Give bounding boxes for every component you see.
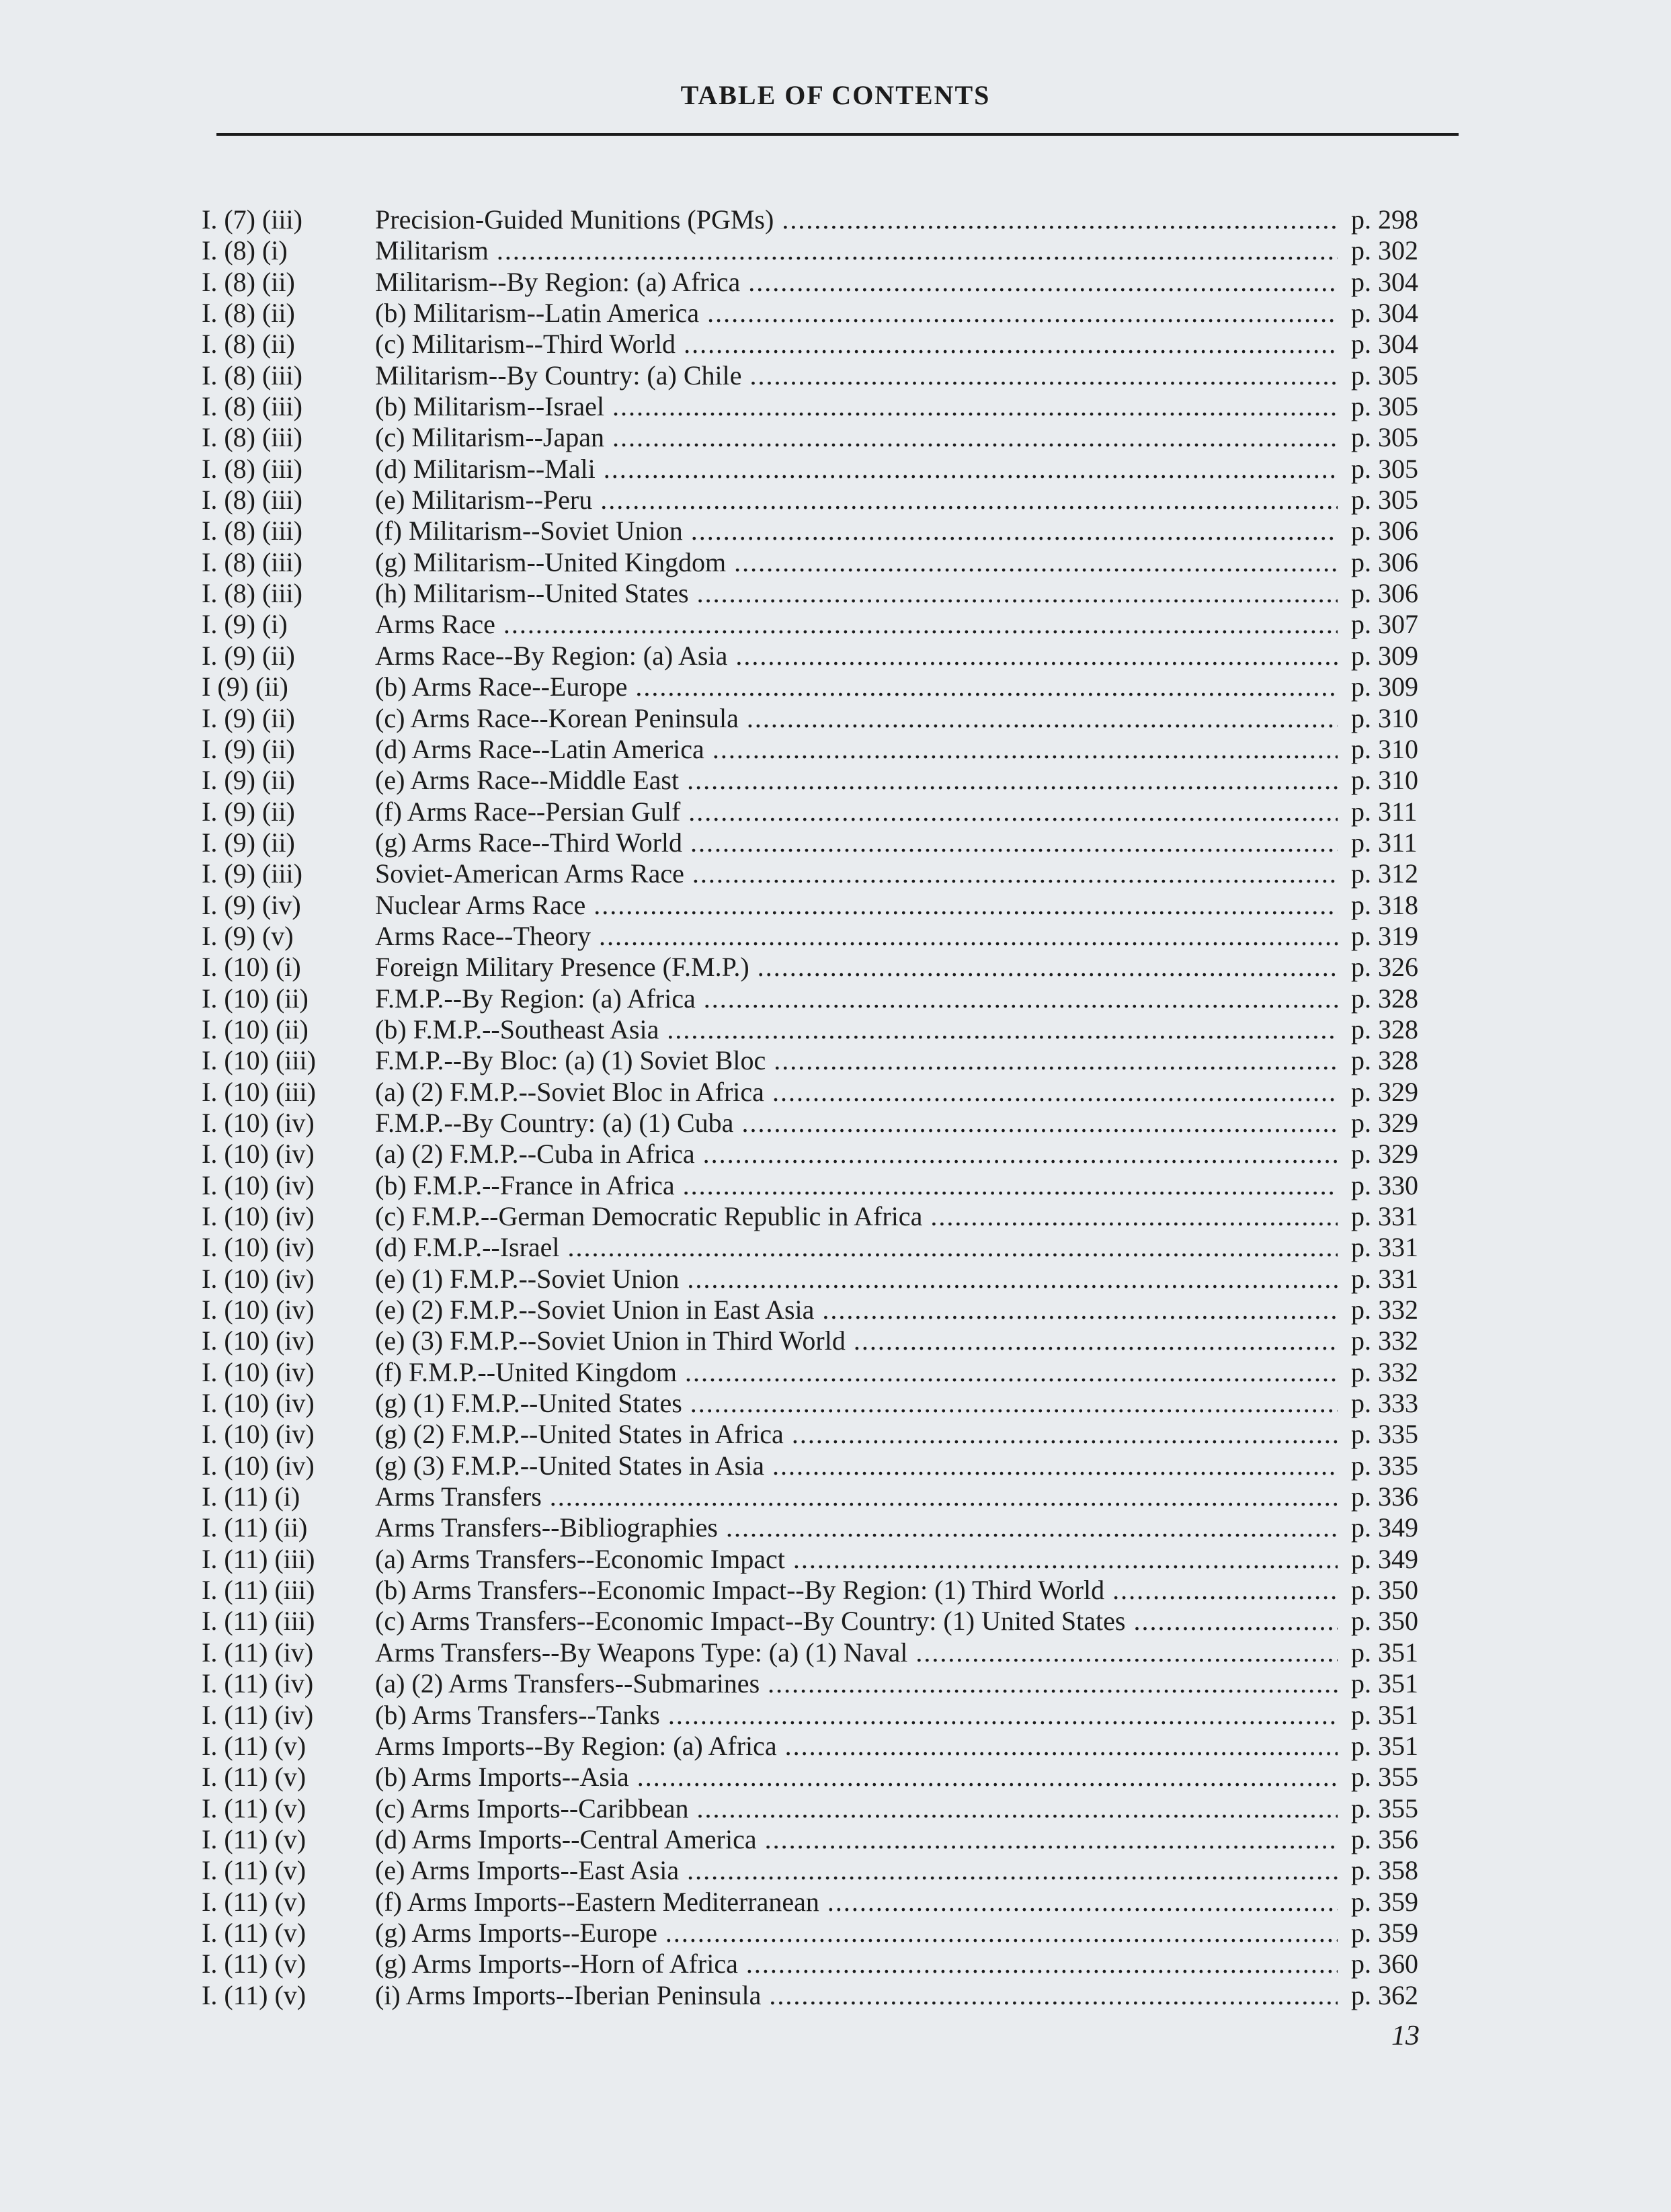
toc-entry <box>202 1388 1452 1419</box>
toc-entry-number: I. (10) (i) <box>202 952 301 983</box>
toc-entry <box>202 298 1452 329</box>
toc-entry-number: I. (8) (iii) <box>202 516 302 546</box>
toc-entry <box>202 983 1452 1014</box>
toc-entry <box>202 641 1452 671</box>
toc-entry-title: (f) Arms Race--Persian Gulf ..... <box>375 796 1338 827</box>
toc-entry-title: (f) Arms Imports--Eastern Mediterranean ..... <box>375 1887 1338 1918</box>
toc-entry-number: I. (9) (ii) <box>202 827 295 858</box>
toc-entry <box>202 1201 1452 1232</box>
toc-entry <box>202 235 1452 266</box>
toc-entry-page: p. 306 <box>1351 546 1418 577</box>
toc-entry-title: Arms Imports--By Region: (a) Africa ..... <box>375 1731 1338 1762</box>
toc-entry-page: p. 305 <box>1351 360 1418 391</box>
toc-entry-page: p. 332 <box>1351 1356 1418 1387</box>
toc-entry <box>202 1419 1452 1450</box>
toc-entry-number: I. (8) (iii) <box>202 360 302 391</box>
toc-entry-page: p. 302 <box>1351 235 1418 266</box>
toc-entry-title: (d) Arms Imports--Central America ..... <box>375 1824 1338 1855</box>
toc-entry-title: (b) Arms Transfers--Tanks ..... <box>375 1700 1338 1731</box>
toc-entry-page: p. 329 <box>1351 1107 1418 1138</box>
toc-entry-title: (b) Militarism--Latin America ..... <box>375 298 1338 329</box>
toc-entry-number: I. (8) (ii) <box>202 329 295 360</box>
toc-entry-title: (c) Militarism--Japan ..... <box>375 422 1338 453</box>
toc-entry-page: p. 349 <box>1351 1512 1418 1543</box>
toc-entry-page: p. 331 <box>1351 1201 1418 1231</box>
toc-entry-page: p. 360 <box>1351 1949 1418 1979</box>
toc-entry-page: p. 328 <box>1351 1014 1418 1044</box>
toc-entry-title: (f) F.M.P.--United Kingdom ..... <box>375 1357 1338 1388</box>
toc-entry <box>202 1045 1452 1076</box>
toc-entry-page: p. 318 <box>1351 889 1418 920</box>
toc-entry-page: p. 328 <box>1351 983 1418 1014</box>
toc-entry-page: p. 330 <box>1351 1170 1418 1200</box>
toc-entry-title: (d) F.M.P.--Israel ..... <box>375 1232 1338 1263</box>
toc-entry-number: I. (11) (iv) <box>202 1668 314 1699</box>
toc-entry <box>202 609 1452 640</box>
page-title: TABLE OF CONTENTS <box>680 80 991 110</box>
toc-entry-page: p. 351 <box>1351 1730 1418 1761</box>
toc-entry <box>202 921 1452 952</box>
toc-entry-title: Arms Transfers--By Weapons Type: (a) (1) Naval ..... <box>375 1637 1338 1668</box>
toc-entry-title: (g) (2) F.M.P.--United States in Africa ..... <box>375 1419 1338 1450</box>
toc-entry-number: I. (10) (iv) <box>202 1107 315 1138</box>
toc-entry-title: (b) Arms Transfers--Economic Impact--By Region: (1) Third World ..... <box>375 1575 1338 1606</box>
toc-entry-number: I. (7) (iii) <box>202 204 302 235</box>
toc-entry <box>202 1918 1452 1949</box>
toc-entry <box>202 485 1452 516</box>
toc-entry-title: Arms Race--By Region: (a) Asia ..... <box>375 641 1338 671</box>
toc-entry-page: p. 336 <box>1351 1481 1418 1512</box>
toc-entry <box>202 1357 1452 1388</box>
toc-entry-number: I. (8) (iii) <box>202 453 302 484</box>
toc-entry-number: I. (8) (iii) <box>202 391 302 422</box>
toc-entry-number: I. (10) (iv) <box>202 1295 315 1325</box>
toc-entry-title: (c) Arms Transfers--Economic Impact--By Country: (1) United States ..... <box>375 1606 1338 1637</box>
toc-entry <box>202 1108 1452 1139</box>
toc-entry-number: I. (9) (ii) <box>202 796 295 827</box>
toc-entry-title: (b) F.M.P.--France in Africa ..... <box>375 1170 1338 1201</box>
toc-entry-page: p. 326 <box>1351 952 1418 983</box>
toc-entry-title: Precision-Guided Munitions (PGMs) ..... <box>375 204 1338 235</box>
toc-entry-page: p. 350 <box>1351 1606 1418 1637</box>
toc-entry <box>202 734 1452 765</box>
toc-entry-page: p. 310 <box>1351 733 1418 764</box>
toc-entry-title: Militarism--By Region: (a) Africa ..... <box>375 267 1338 298</box>
toc-entry-title: (b) F.M.P.--Southeast Asia ..... <box>375 1014 1338 1045</box>
toc-entry <box>202 516 1452 546</box>
toc-entry <box>202 1232 1452 1263</box>
toc-entry-number: I. (11) (v) <box>202 1979 307 2010</box>
toc-entry-page: p. 312 <box>1351 858 1418 889</box>
toc-entry-page: p. 310 <box>1351 702 1418 733</box>
toc-entry-number: I. (11) (iv) <box>202 1699 314 1730</box>
toc-entry-title: (d) Arms Race--Latin America ..... <box>375 734 1338 765</box>
toc-entry <box>202 454 1452 485</box>
toc-entry-number: I. (10) (iv) <box>202 1170 315 1200</box>
toc-entry <box>202 1014 1452 1045</box>
toc-entry-number: I. (11) (i) <box>202 1481 300 1512</box>
toc-entry <box>202 1637 1452 1668</box>
toc-entry-number: I. (10) (iv) <box>202 1419 315 1450</box>
toc-entry <box>202 360 1452 391</box>
toc-entry-title: (f) Militarism--Soviet Union ..... <box>375 516 1338 546</box>
toc-entry-page: p. 356 <box>1351 1824 1418 1854</box>
toc-entry-number: I. (10) (iv) <box>202 1263 315 1294</box>
toc-entry-number: I. (10) (ii) <box>202 1014 309 1044</box>
toc-entry-page: p. 358 <box>1351 1855 1418 1886</box>
toc-entry <box>202 858 1452 889</box>
toc-entry-number: I. (10) (iv) <box>202 1232 315 1263</box>
toc-entry-number: I. (8) (iii) <box>202 546 302 577</box>
toc-entry-title: F.M.P.--By Region: (a) Africa ..... <box>375 983 1338 1014</box>
toc-entry-number: I. (9) (ii) <box>202 765 295 796</box>
toc-entry <box>202 1139 1452 1170</box>
toc-entry-title: (b) Arms Race--Europe ..... <box>375 671 1338 702</box>
toc-entry-page: p. 306 <box>1351 578 1418 609</box>
toc-entry <box>202 1264 1452 1295</box>
toc-entry-title: (h) Militarism--United States ..... <box>375 578 1338 609</box>
toc-entry <box>202 1668 1452 1699</box>
toc-entry-title: (c) Arms Imports--Caribbean ..... <box>375 1793 1338 1824</box>
toc-entry-title: (a) (2) F.M.P.--Soviet Bloc in Africa ..... <box>375 1077 1338 1108</box>
toc-entry-title: Arms Race ..... <box>375 609 1338 640</box>
toc-list <box>202 204 1452 2011</box>
toc-entry <box>202 1980 1452 2011</box>
toc-entry <box>202 1762 1452 1793</box>
toc-entry <box>202 204 1452 235</box>
toc-entry <box>202 1170 1452 1201</box>
toc-entry-title: F.M.P.--By Bloc: (a) (1) Soviet Bloc ..... <box>375 1045 1338 1076</box>
toc-entry-page: p. 319 <box>1351 920 1418 951</box>
toc-entry <box>202 1887 1452 1918</box>
toc-entry-number: I. (9) (iii) <box>202 858 302 889</box>
toc-entry-title: (c) Militarism--Third World ..... <box>375 329 1338 360</box>
toc-entry-page: p. 355 <box>1351 1762 1418 1793</box>
toc-entry-number: I. (8) (iii) <box>202 578 302 609</box>
toc-entry-number: I. (8) (iii) <box>202 422 302 453</box>
toc-entry-title: (e) Arms Race--Middle East ..... <box>375 765 1338 796</box>
toc-entry-title: (g) Arms Imports--Europe ..... <box>375 1918 1338 1949</box>
toc-entry-title: Foreign Military Presence (F.M.P.) ..... <box>375 952 1338 983</box>
toc-entry-number: I. (11) (v) <box>202 1730 307 1761</box>
toc-entry <box>202 1295 1452 1325</box>
toc-entry-page: p. 311 <box>1351 796 1418 827</box>
page-number: 13 <box>1391 2020 1420 2051</box>
toc-entry-title: Soviet-American Arms Race ..... <box>375 858 1338 889</box>
toc-entry-number: I. (10) (iii) <box>202 1076 316 1107</box>
toc-entry-page: p. 306 <box>1351 516 1418 546</box>
toc-entry <box>202 1949 1452 1979</box>
toc-entry <box>202 1450 1452 1481</box>
toc-entry-title: (g) (1) F.M.P.--United States ..... <box>375 1388 1338 1419</box>
toc-entry <box>202 703 1452 734</box>
toc-entry-number: I. (10) (iii) <box>202 1045 316 1076</box>
toc-entry-page: p. 331 <box>1351 1263 1418 1294</box>
toc-entry-number: I. (11) (v) <box>202 1762 307 1793</box>
toc-entry <box>202 547 1452 578</box>
toc-entry-page: p. 359 <box>1351 1917 1418 1948</box>
toc-entry-title: (e) (1) F.M.P.--Soviet Union ..... <box>375 1264 1338 1295</box>
toc-entry-page: p. 309 <box>1351 640 1418 671</box>
toc-entry-number: I. (11) (v) <box>202 1949 307 1979</box>
toc-entry <box>202 796 1452 827</box>
toc-entry-page: p. 359 <box>1351 1886 1418 1917</box>
toc-entry-number: I. (8) (i) <box>202 235 288 266</box>
toc-entry-page: p. 329 <box>1351 1076 1418 1107</box>
toc-entry-number: I. (11) (iii) <box>202 1575 315 1606</box>
toc-entry-page: p. 311 <box>1351 827 1418 858</box>
toc-entry-number: I. (9) (ii) <box>202 702 295 733</box>
toc-entry-title: (b) Arms Imports--Asia ..... <box>375 1762 1338 1793</box>
toc-entry-title: (e) Arms Imports--East Asia ..... <box>375 1855 1338 1886</box>
toc-entry-page: p. 333 <box>1351 1388 1418 1419</box>
toc-entry <box>202 1481 1452 1512</box>
toc-entry-page: p. 351 <box>1351 1699 1418 1730</box>
toc-entry-title: (e) (3) F.M.P.--Soviet Union in Third World ..... <box>375 1325 1338 1356</box>
toc-entry <box>202 765 1452 796</box>
toc-entry-title: Militarism ..... <box>375 235 1338 266</box>
toc-entry <box>202 1793 1452 1824</box>
toc-entry-number: I. (9) (iv) <box>202 889 301 920</box>
toc-entry-page: p. 304 <box>1351 329 1418 360</box>
toc-entry-title: Arms Transfers ..... <box>375 1481 1338 1512</box>
toc-entry <box>202 267 1452 298</box>
toc-entry <box>202 827 1452 858</box>
toc-entry-page: p. 355 <box>1351 1793 1418 1824</box>
toc-entry-page: p. 305 <box>1351 453 1418 484</box>
toc-entry-number: I. (8) (ii) <box>202 266 295 297</box>
toc-entry-number: I. (9) (i) <box>202 609 288 640</box>
toc-entry-number: I. (10) (iv) <box>202 1356 315 1387</box>
toc-entry-page: p. 362 <box>1351 1979 1418 2010</box>
toc-entry-title: (a) (2) Arms Transfers--Submarines ..... <box>375 1668 1338 1699</box>
toc-entry <box>202 1731 1452 1762</box>
toc-entry-title: Arms Race--Theory ..... <box>375 921 1338 952</box>
toc-entry <box>202 1077 1452 1108</box>
toc-entry-number: I. (11) (v) <box>202 1917 307 1948</box>
toc-entry <box>202 422 1452 453</box>
toc-entry-title: (g) Arms Imports--Horn of Africa ..... <box>375 1949 1338 1979</box>
toc-entry-title: (e) Militarism--Peru ..... <box>375 485 1338 516</box>
toc-entry-page: p. 304 <box>1351 266 1418 297</box>
toc-entry-number: I. (10) (iv) <box>202 1388 315 1419</box>
toc-entry-page: p. 332 <box>1351 1295 1418 1325</box>
toc-entry-page: p. 332 <box>1351 1325 1418 1356</box>
toc-entry-page: p. 351 <box>1351 1668 1418 1699</box>
toc-entry <box>202 1606 1452 1637</box>
toc-entry <box>202 671 1452 702</box>
toc-entry-number: I. (11) (iv) <box>202 1637 314 1668</box>
toc-entry <box>202 1544 1452 1575</box>
toc-entry-number: I. (11) (v) <box>202 1886 307 1917</box>
toc-entry-number: I. (11) (v) <box>202 1855 307 1886</box>
toc-entry-page: p. 310 <box>1351 765 1418 796</box>
toc-entry-number: I. (10) (iv) <box>202 1325 315 1356</box>
toc-entry <box>202 1700 1452 1731</box>
toc-entry-number: I. (9) (ii) <box>202 733 295 764</box>
toc-entry-page: p. 335 <box>1351 1450 1418 1481</box>
toc-entry-number: I. (9) (v) <box>202 920 294 951</box>
toc-entry-page: p. 298 <box>1351 204 1418 235</box>
toc-entry-title: Militarism--By Country: (a) Chile ..... <box>375 360 1338 391</box>
toc-entry <box>202 1575 1452 1606</box>
toc-entry-number: I. (10) (iv) <box>202 1201 315 1231</box>
toc-entry-title: Nuclear Arms Race ..... <box>375 890 1338 921</box>
toc-entry <box>202 1512 1452 1543</box>
toc-entry-title: (a) Arms Transfers--Economic Impact ..... <box>375 1544 1338 1575</box>
toc-entry <box>202 1325 1452 1356</box>
title-rule <box>216 133 1459 136</box>
toc-entry-title: (i) Arms Imports--Iberian Peninsula ..... <box>375 1980 1338 2011</box>
toc-entry-title: (b) Militarism--Israel ..... <box>375 391 1338 422</box>
toc-entry-number: I. (11) (iii) <box>202 1543 315 1574</box>
toc-entry-number: I. (8) (ii) <box>202 298 295 329</box>
toc-entry-number: I (9) (ii) <box>202 671 288 702</box>
toc-entry-title: (c) Arms Race--Korean Peninsula ..... <box>375 703 1338 734</box>
toc-entry <box>202 1824 1452 1855</box>
toc-entry-page: p. 309 <box>1351 671 1418 702</box>
toc-entry-title: F.M.P.--By Country: (a) (1) Cuba ..... <box>375 1108 1338 1139</box>
toc-entry-page: p. 331 <box>1351 1232 1418 1263</box>
toc-entry-page: p. 305 <box>1351 422 1418 453</box>
toc-entry-title: (g) Arms Race--Third World ..... <box>375 827 1338 858</box>
toc-entry-page: p. 307 <box>1351 609 1418 640</box>
toc-entry-title: (g) Militarism--United Kingdom ..... <box>375 547 1338 578</box>
toc-entry-number: I. (8) (iii) <box>202 485 302 516</box>
toc-entry <box>202 952 1452 983</box>
toc-entry-page: p. 305 <box>1351 485 1418 516</box>
toc-entry-number: I. (10) (iv) <box>202 1450 315 1481</box>
toc-entry-page: p. 305 <box>1351 391 1418 422</box>
toc-entry <box>202 329 1452 360</box>
toc-entry <box>202 578 1452 609</box>
toc-entry <box>202 391 1452 422</box>
toc-entry-title: (g) (3) F.M.P.--United States in Asia ..... <box>375 1450 1338 1481</box>
toc-entry-page: p. 351 <box>1351 1637 1418 1668</box>
toc-entry-title: (d) Militarism--Mali ..... <box>375 454 1338 485</box>
toc-entry-page: p. 304 <box>1351 298 1418 329</box>
toc-entry-page: p. 329 <box>1351 1139 1418 1170</box>
toc-entry-number: I. (11) (ii) <box>202 1512 308 1543</box>
toc-entry-number: I. (10) (ii) <box>202 983 309 1014</box>
toc-entry-page: p. 328 <box>1351 1045 1418 1076</box>
toc-entry <box>202 890 1452 921</box>
toc-entry-title: Arms Transfers--Bibliographies ..... <box>375 1512 1338 1543</box>
toc-entry-number: I. (10) (iv) <box>202 1139 315 1170</box>
toc-entry-title: (e) (2) F.M.P.--Soviet Union in East Asia ..... <box>375 1295 1338 1325</box>
toc-entry-page: p. 349 <box>1351 1543 1418 1574</box>
toc-entry-number: I. (11) (v) <box>202 1793 307 1824</box>
toc-entry-number: I. (11) (v) <box>202 1824 307 1854</box>
toc-entry-page: p. 350 <box>1351 1575 1418 1606</box>
toc-entry-page: p. 335 <box>1351 1419 1418 1450</box>
toc-entry <box>202 1855 1452 1886</box>
toc-entry-number: I. (9) (ii) <box>202 640 295 671</box>
toc-entry-title: (a) (2) F.M.P.--Cuba in Africa ..... <box>375 1139 1338 1170</box>
toc-entry-number: I. (11) (iii) <box>202 1606 315 1637</box>
toc-entry-title: (c) F.M.P.--German Democratic Republic in Africa ..... <box>375 1201 1338 1232</box>
